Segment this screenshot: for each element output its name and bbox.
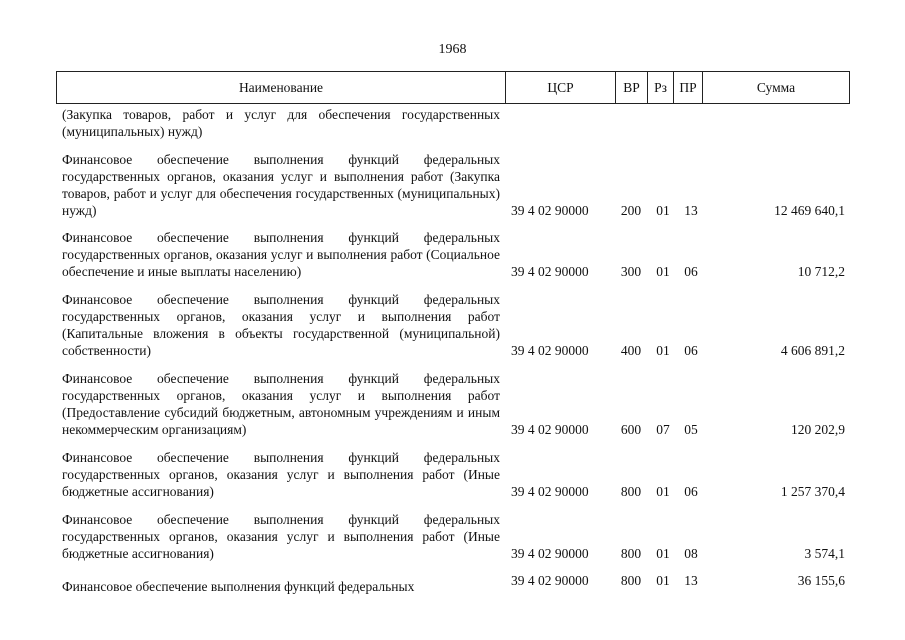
row-name: Финансовое обеспечение выполнения функций федеральных государственных органов, оказания услуг и выполнения работ (Иные бюджетные ассигнования) [62, 512, 500, 561]
row-csr: 39 4 02 90000 [511, 203, 589, 218]
table-header [56, 71, 850, 104]
row-name: (Закупка товаров, работ и услуг для обеспечения государственных (муниципальных) нужд) [62, 107, 500, 139]
row-name: Финансовое обеспечение выполнения функций федеральных государственных органов, оказания услуг и выполнения работ (Социальное обеспечение и иные выплаты населению) [62, 230, 500, 279]
row-rz: 01 [656, 264, 670, 279]
row-pr: 05 [684, 422, 698, 437]
row-name: Финансовое обеспечение выполнения функций федеральных [62, 579, 415, 594]
row-name: Финансовое обеспечение выполнения функций федеральных государственных органов, оказания услуг и выполнения работ (Закупка товаров, работ и услуг для обеспечения государственных (муниципальных) нужд) [62, 152, 500, 218]
row-vr: 200 [620, 203, 642, 218]
row-vr: 800 [620, 546, 642, 561]
row-sum: 120 202,9 [791, 422, 845, 437]
page-number: 1968 [438, 42, 467, 57]
row-vr: 600 [620, 422, 642, 437]
row-sum: 36 155,6 [797, 573, 845, 588]
row-pr: 06 [684, 343, 698, 358]
row-sum: 4 606 891,2 [780, 343, 845, 358]
row-sum: 1 257 370,4 [780, 484, 845, 499]
row-rz: 01 [656, 343, 670, 358]
row-name: Финансовое обеспечение выполнения функций федеральных государственных органов, оказания услуг и выполнения работ (Предоставление субсидий бюджетным, автономным учреждениям и иным некоммерческим организациям) [62, 371, 500, 437]
row-rz: 01 [656, 546, 670, 561]
row-csr: 39 4 02 90000 [511, 343, 589, 358]
row-csr: 39 4 02 90000 [511, 422, 589, 437]
header-pr: ПР [674, 72, 703, 103]
row-pr: 08 [684, 546, 698, 561]
row-name: Финансовое обеспечение выполнения функций федеральных государственных органов, оказания услуг и выполнения работ (Капитальные вложения в объекты государственной (муниципальной) собственности) [62, 292, 500, 358]
row-csr: 39 4 02 90000 [511, 546, 589, 561]
row-rz: 07 [656, 422, 670, 437]
row-sum: 3 574,1 [804, 546, 845, 561]
row-rz: 01 [656, 203, 670, 218]
row-csr: 39 4 02 90000 [511, 264, 589, 279]
row-name: Финансовое обеспечение выполнения функций федеральных государственных органов, оказания услуг и выполнения работ (Иные бюджетные ассигнования) [62, 450, 500, 499]
row-pr: 06 [684, 264, 698, 279]
row-vr: 800 [620, 573, 642, 588]
header-rz: Рз [648, 72, 674, 103]
row-vr: 300 [620, 264, 642, 279]
row-rz: 01 [656, 573, 670, 588]
row-pr: 13 [684, 203, 698, 218]
header-csr: ЦСР [506, 72, 616, 103]
row-pr: 13 [684, 573, 698, 588]
header-sum: Сумма [756, 80, 796, 95]
row-csr: 39 4 02 90000 [511, 573, 589, 588]
header-vr: ВР [616, 72, 648, 103]
row-rz: 01 [656, 484, 670, 499]
row-csr: 39 4 02 90000 [511, 484, 589, 499]
row-sum: 10 712,2 [797, 264, 845, 279]
row-sum: 12 469 640,1 [774, 203, 845, 218]
row-vr: 800 [620, 484, 642, 499]
row-pr: 06 [684, 484, 698, 499]
header-name: Наименование [57, 72, 506, 103]
row-vr: 400 [620, 343, 642, 358]
